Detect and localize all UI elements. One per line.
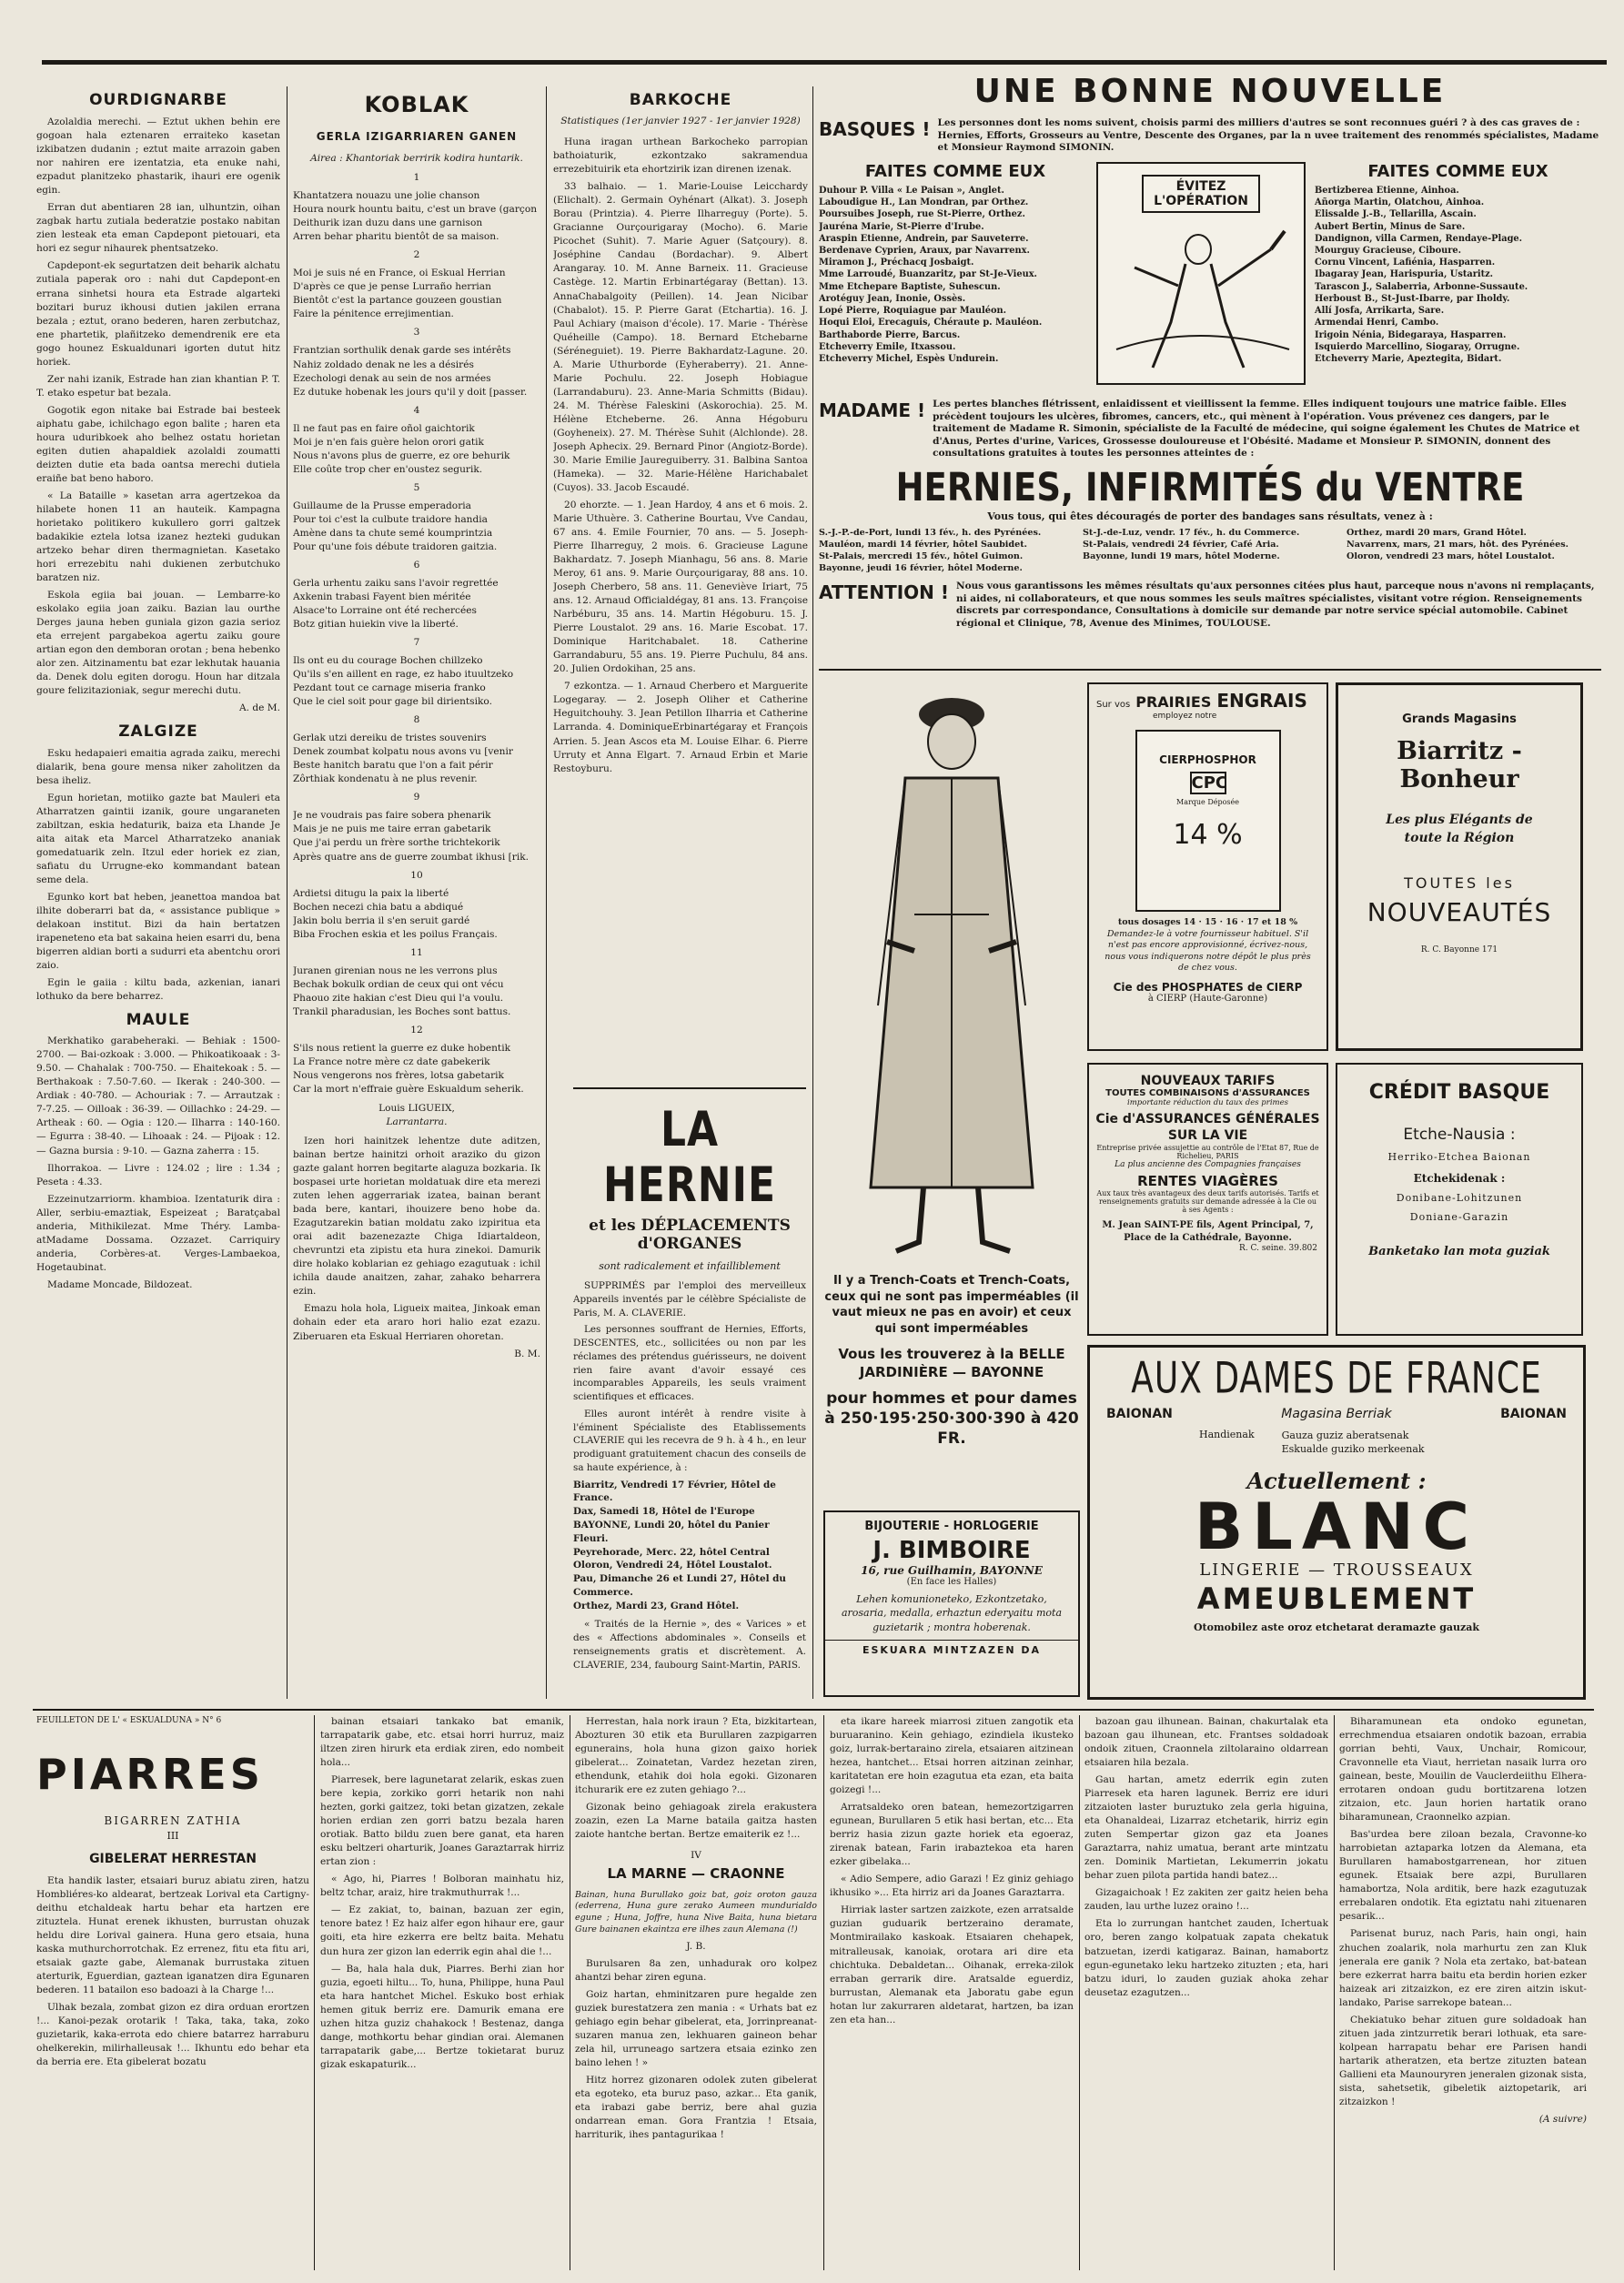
biarritz-toutes: TOUTES les [1404, 874, 1515, 893]
ad-biarritz-bonheur [1336, 682, 1583, 1051]
feuilleton-col-3: Herrestan, hala nork iraun ? Eta, bizkitartean, Abozturen 30 etik eta Burullaren zazpigarren egunerains, hola huna gizon gaixo horiek gibelerat... Zoinatetan, Vardez hezetan ziren, ethendunk, etahik doi hola egoki. Gizonaren itchurarik ere ez zuten gehiago ?... Gizonak beino gehiagoak zirela erakustera zoazin, ezen La Marne bataila gaitza hasten zaiote hantche bertan. Bertze emaiterik ez !... IV LA MARNE — CRAONNE Bainan, huna Burullako goiz bat, goiz oroton gauza (ederrena, Huna gure zerako Aumeen mundurialdo egune ; Huna, Joffre, huna Nive Baita, huna bietara Gure bainanen ekaintza ere ilhes zaun Alemana (!) J. B. Burulsaren 8a zen, unhadurak oro kolpez ahantzi behar ziren eguna. Goiz hartan, ehminitzaren pure hegalde zen guziek burestatzera zen mania : « Urhats bat ez gehiago egin behar gibelerat, eta, Jorrinpreanat-suzaren manua zen, lekhuaren gaineon behar zela hil, urruneago sartzera etsaia ezinko zen baino lehen ! » Hitz horrez gizonaren odolek zuten gibelerat eta egoteko, eta buruz paso, azkar... Eta ganik, eta irabazi gabe berriz, bere ahal guzia ondarrean eman. Gora Frantzia ! Etsaia, harriturik, ihes pantagurikaa ! [575, 1715, 817, 2270]
hernie-sub1: et les DÉPLACEMENTS [589, 1217, 791, 1235]
bonne-madame: MADAME ! [819, 399, 926, 421]
col-rule-2 [546, 86, 547, 1699]
assur-l2: TOUTES COMBINAISONS d'ASSURANCES [1105, 1088, 1310, 1098]
bijou-name: J. BIMBOIRE [873, 1537, 1031, 1564]
barkoche-p1: Huna iragan urthean Barkocheko parropian bathoiaturik, ezkontzako sakramendua errezebituirik eta ehortzirik izan direnen izenak. [553, 136, 808, 176]
ad-trench-coats [823, 678, 1080, 1642]
bonne-names-left: Duhour P. Villa « Le Paisan », Anglet. Laboudigue H., Lan Mondran, par Orthez. Poursuibes Joseph, rue St-Pierre, Orthez. Jauréna Marie, St-Pierre d'Irube. Araspin Etienne, Andrein, par Sauveterre. Berdenave Cyprien, Araux, par Navarrenx. Miramon J., Préchacq Josbaigt. Mme Larroudé, Buanzaritz, par St-Je-Vieux. Mme Etchepare Baptiste, Suhescun. Arotéguy Jean, Inonie, Ossès. Lopé Pierre, Roquiague par Mauléon. Hoqui Eloi, Erecaguis, Chéraute p. Mauléon. Barthaborde Pierre, Barcus. Etcheverry Emile, Itxassou. Etcheverry Michel, Espès Undurein. [819, 185, 1043, 364]
feuilleton-marne-text: Bainan, huna Burullako goiz bat, goiz oroton gauza (ederrena, Huna gure zerako Aumeen mundurialdo egune ; Huna, Joffre, huna Nive Baita, huna bietara Gure bainanen ekaintza ere ilhes zaun Alemana (!) [575, 1889, 817, 1935]
dames-ameub: AMEUBLEMENT [1196, 1581, 1477, 1617]
koblak-verse-12: S'ils nous retient la guerre ez duke hobentik La France notre mère cz date gabekerik Nous vengerons nos frères, lotsa gabetarik Car la mort n'effraie guère Eskualdum seherik. [293, 1042, 524, 1095]
koblak-verse-5: Guillaume de la Prusse emperadoria Pour toi c'est la culbute traidore handia Amène dans ta chute semé koumprintzia Pour qu'une fois débute traidoren gaitzia. [293, 500, 498, 552]
feuilleton-c18: Biharamunean eta ondoko egunetan, errechmendua etsaiaren ondotik bazoan, errabia gorrian behti, Vaux, Unchair, Romicour, Cravonnelle eta Viaut, herrietan nasaik lurra oro gainean, beste, Mouilin de Vauclerdeiithu Elhera-errotaren ondoan gudu bortitzarena lotzen zitzaion, etc. Jaun horien hartatik orano biharamunean, Craonnelko azpian. [1339, 1716, 1587, 1823]
feuilleton-col-4 [830, 1715, 1074, 2270]
credit-foot: Banketako lan mota guziak [1368, 1245, 1550, 1258]
zalgize-title: ZALGIZE [118, 722, 198, 742]
ad-bonne-nouvelle [819, 73, 1601, 664]
bonne-attention-text: Nous vous garantissons les mêmes résultats qu'aux personnes citées plus haut, parceque nous n'avons ni remplaçants, ni aides, ni collaborateurs, et que nous sommes les seuls maîtres spécialistes, visitant votre région. Renseignements discrets par correspondance, Consultations à domicile sur demande par notre service spécial automobile. Cabinet régional et Clinique, 78, Avenue des Minimes, TOULOUSE. [955, 580, 1595, 629]
ourdignarbe-p2: Erran dut abentiaren 28 ian, ulhuntzin, oihan zagbak hartu zutiala bederatzie postako nabitan zien lesteak eta eman Capdepont pietouari, eta hori ez segur nihaurek phentsatzeko. [36, 202, 280, 255]
assur-l5: Entreprise privée assujettie au contrôle de l'Etat 87, Rue de Richelieu, PARIS [1096, 1144, 1319, 1161]
surgeon-figure-icon [1098, 213, 1304, 377]
dames-magasina: Magasina Berriak [1281, 1407, 1392, 1421]
barkoche-weddings: 7 ezkontza. — 1. Arnaud Cherbero et Marguerite Logegaray. — 2. Joseph Oliher et Catherine Heguitchouhy. 3. Jean Petillon Ilharria et Catherine Larranda. 4. DominiqueErbinartégaray et François Arrien. 5. Jean Ascos eta M. Louise Elhar. 6. Pierre Urruty et Anna Elgart. 7. Arnaud Erbin et Marie Restoyburu. [553, 681, 808, 774]
col-rule-3 [812, 86, 813, 1699]
hernie-p1: SUPPRIMÉS par l'emploi des merveilleux Appareils inventés par le célèbre Spécialiste de Paris, M. A. CLAVERIE. [573, 1280, 806, 1318]
engrais-pct: 14 % [1173, 819, 1243, 851]
ad-bijouterie [823, 1510, 1080, 1697]
feuilleton-chapter: GIBELERAT HERRESTAN [89, 1851, 257, 1866]
ourdignarbe-p5: Gogotik egon nitake bai Estrade bai besteek aiphatu gabe, ichilchago egon balite ; haren eta houra uduribkoek aho belhez ostatu horietan egiten dutien ahapaldiek azolaldi zoumatti deizten dutie eta bada oantsa merechi dutiela eraiñe bat beno haboro. [36, 404, 280, 484]
hernie-p4: « Traités de la Hernie », des « Varices » et des « Affections abdominales ». Conseils et renseignements gratis et discrètement. A. CLAVERIE, 234, faubourg Saint-Martin, PARIS. [573, 1619, 806, 1671]
engrais-prairies: PRAIRIES [1135, 693, 1212, 711]
zalgize-p3: Egunko kort bat heben, jeanettoa mandoa bat ilhite doberarri bat da, « assistance publique » delakoan institut. Bizi da hain bertatzen irapeneteno eta bat sakaina heien esarri du, bena bigerren aldian borti a sudurri eta abentchu orori zaio. [36, 891, 280, 972]
feuilleton-c1: Eta handik laster, etsaiari buruz abiatu ziren, hatzu Hombliéres-ko aldearat, bertzeak Lorival eta Cartigny-deithu etchaldeak hartu behar eta hartzen ere zituztela. Hunat erenek ikhusten, burrustan ohuzak heldu dire Lorival gainera. Huna gero etsaia, huna kaska muthurchorrotchak. Ez errenez, fitu eta fitu ari, etsaiak gazte gabe, Alemanak burrustaka zituen aterturik, Eguerdian, gaztean iganatzen dira Egunaren bederen. 11 batailon eso badoazi à la Charge !... [36, 1874, 309, 1995]
hernie-tag: sont radicalement et infailliblement [599, 1260, 781, 1272]
ourdignarbe-sign: A. de M. [238, 702, 280, 714]
koblak-verse-6: Gerla urhentu zaiku sans l'avoir regrettée Axkenin trabasi Fayent bien méritée Alsace'to Lorraine ont été rechercées Botz gitian huiekin vive la liberté. [293, 577, 499, 631]
barkoche-deaths: 20 ehorzte. — 1. Jean Hardoy, 4 ans et 6 mois. 2. Marie Uthuère. 3. Catherine Bourtau, Vve Candau, 67 ans. 4. Emile Fournier, 70 ans. — 5. Joseph-Pierre Ilharreguy, 2 mois. 6. Gracieuse Lagune Bakhardatz. 7. Joseph Mianhagu, 56 ans. 8. Marie Meroy, 61 ans. 9. Marie Ourçourigaray, 88 ans. 10. Joseph Cherbero, 58 ans. 11. Geneviève Iriart, 75 ans. 12. Arnaud Officialdégay, 81 ans. 13. Françoise Narbéburu, 35 ans. 14. Martin Hégoburu. 15. J. Pierre Loustalot. 29 ans. 16. Marie Escobat. 17. Dominique Haritchabalet. 18. Catherine Garrandaburu, 55 ans. 19. Pierre Puchulu, 84 ans. 20. Julien Ordokihan, 25 ans. [553, 499, 808, 675]
feuilleton-c21: Chekiatuko behar zituen gure soldadoak han zituen jada zintzurretik berari lothuak, eta sare-kolpean harrapatu behar ere Parisen handi hartarik atheratzen, eta bertze zituzten batean Gallieni eta Maunouryren jeneralen gizonak sista, sista, sahetsetik, gibeletik aiztopetarik, ari zitzaizkon ! [1339, 2014, 1587, 2107]
credit-l1: Herriko-Etchea Baionan [1387, 1151, 1531, 1163]
ad-assurances [1087, 1063, 1328, 1336]
bijou-face: (En face les Halles) [906, 1577, 997, 1587]
feuilleton-c9: Gizonak beino gehiagoak zirela erakustera zoazin, ezen La Marne bataila gaitza hasten zaiote hantche bertan. Bertze emaiterik ez !... [575, 1802, 817, 1841]
zalgize-p2: Egun horietan, motiiko gazte bat Mauleri eta Atharratzen gaintii izanik, goure ungaraneten zabiltzan, eskia hedaturik, baiza eta Lhande Je aita aitak eta Marcel Atharratzeko ananiak gomedatuarik zeln. Itzul eder horiek ez zian, safiatu du Urrugne-eko kommandant batean seme dela. [36, 792, 280, 885]
ourdignarbe-p7: Eskola egiia bai jouan. — Lembarre-ko eskolako egiia joan zaiku. Bazian lau ourthe Derges jauna heben guniala gizon gazia serioz eta errejent pargabekoa agertu zaiku goure artian egon den demboran orotan ; bena hebenko alor zen. Aitzinamentu bat ezar lekhutak hauania da. Denek dolu egiten dorogu. Houn har ditzala goure felizitazioniak, segur merechi dutu. [36, 590, 280, 697]
ourdignarbe-p3: Capdepont-ek segurtatzen deit beharik alchatu zutiala paperak oro : nahi dut Capdepont-en errana sinhetsi houra eta Estrade algarteki bozitari buruz ikhousi dutien jakilen errana bezala ; eztut, orano bederen, haren zerbutchaz, ene phartetik, plañitzeko demendrenik ere eta gogo hounez Eskualdunari igorten dutut hitz horiek. [36, 260, 280, 368]
bonne-vous-tous: Vous tous, qui êtes découragés de porter des bandages sans résultats, venez à : [987, 510, 1433, 523]
feuilleton-c14: bazoan gau ilhunean. Bainan, chakurtalak eta bazoan gau ilhunean, etc. Frantses soldadoak ondoik zituen, Craonnela ziltolaraino oldarrean etsaiaren hila bezala. [1084, 1716, 1328, 1769]
koblak-verse-8: Gerlak utzi dereiku de tristes souvenirs Denek zoumbat kolpatu nous avons vu [venir Beste hanitch baratu que l'on a fait périr Zôrthiak kondenatu à ne plus revenir. [293, 732, 513, 785]
bonne-names-right: Bertizberea Etienne, Ainhoa. Añorga Martin, Olatchou, Ainhoa. Elissalde J.-B., Tellarilla, Ascain. Aubert Bertin, Minus de Sare. Dandignon, villa Carmen, Rendaye-Plage. Mourguy Gracieuse, Ciboure. Cornu Vincent, Lafiénia, Hasparren. Ibagaray Jean, Harispuria, Ustaritz. Tarascon J., Salaberria, Arbonne-Sussaute. Herboust B., St-Just-Ibarre, par Iholdy. Allí Josfa, Arrikarta, Sare. Armendai Henri, Cambo. Irigoin Nénia, Bidegaraya, Hasparren. Isquierdo Marcellino, Siogaray, Orrugne. Etcheverry Marie, Apeztegita, Bidart. [1315, 185, 1528, 364]
koblak-subtitle: GERLA IZIGARRIAREN GANEN [316, 130, 518, 144]
column-ourdignarbe [36, 89, 280, 1700]
ad-aux-dames-de-france [1087, 1345, 1586, 1700]
feuilleton-c15: Gau hartan, ametz ederrik egin zuten Piarresek eta haren lagunek. Berriz ere iduri zitzaioten laster buruztuko zela gerla higuina, eta Ohanaldeai, Lizarraz etchetarik, hirriz egin zuten Sempertar gizon gaz eta Joanes Garaztarra, nahiz umatua, berant arte mintzatu zen. Dominik Martietan, Lekumerrin jokatu behar zuen pilota partida handi batez... [1084, 1774, 1328, 1882]
biarritz-nouv: NOUVEAUTÉS [1367, 897, 1552, 928]
biarritz-name: Biarritz - Bonheur [1397, 737, 1522, 793]
bonne-illustration [1096, 162, 1306, 385]
dames-lingerie: LINGERIE — TROUSSEAUX [1199, 1561, 1474, 1581]
koblak-verse-3: Frantzian sorthulik denak garde ses intérêts Nahiz zoldado denak ne les a désirés Ezechologi denak au sein de nos armées Ez dutuke hobenak les jours qu'il y doit [passer. [293, 345, 528, 398]
biarritz-gm: Grands Magasins [1402, 712, 1517, 726]
feuilleton-rule-1 [314, 1715, 315, 2270]
feuilleton-c11: Arratsaldeko oren batean, hemezortzigarren egunean, Burullaren 5 etik hasi bertan, etc... Eta berriz hasia zizun gazte horiek eta egoeraz, zirenak batean, Farin irabaztekoa eta haren ezker gibelaka... [830, 1802, 1074, 1868]
ad-la-hernie [573, 1087, 806, 1697]
ourdignarbe-p6: « La Bataille » kasetan arra agertzekoa da hilabete honen 11 an hauteik. Kampagna horietako politikero kukullero gorri galtzek badakikie eztela lotsa izanez hezteki gudukan artzeko behar diren thermagnietan. Kasetako hori errezebitu nahi dukienen zerbutchuko baratzen niz. [36, 490, 280, 584]
engrais-dosages: tous dosages 14 · 15 · 16 · 17 et 18 % [1117, 917, 1298, 927]
bonne-intro: Les personnes dont les noms suivent, choisis parmi des milliers d'autres se sont reconnues guéri ? à des cas graves de : Hernies, Efforts, Grosseurs au Ventre, Descente des Organes, par la n uvee traitement des renommés spécialistes, Madame et Monsieur Raymond SIMONIN. [937, 117, 1599, 154]
feuilleton-c2: Ulhak bezala, zombat gizon ez dira orduan erortzen !... Kanoi-pezak orotarik ! Taka, taka, taka, zoko guzietarik, kaka-errota edo chiere batarrez harraburu ohelkerekin, milirhalleusak !... Ikhuntu edo behar eta da berria ere. Eta gibelerat bozatu [36, 2001, 309, 2067]
bonne-madame-text: Les pertes blanches flétrissent, enlaidissent et vieillissent la femme. Elles indiquent toujours une matrice faible. Elles précèdent toujours les ulcères, fibromes, cancers, etc., qui mènent à l'opération. Vous prévenez ces dangers, par le traitement de Madame R. Simonin, spécialiste de la Faculté de médecine, qui soigne également les Chutes de Matrice et d'Anus, Pertes d'urine, Varices, Grossesse douloureuse et l'Obésité. Madame et Monsieur P. SIMONIN, donnent des consultations gratuites à toutes les personnes atteintes de : [933, 398, 1580, 460]
maule-p2: Ezzeinutzarriorm. khambioa. Izentaturik dira : Aller, serbiu-emaztiak, Espeizeat ; Baratçabal anderia, Mithikilezat. Mme Théry. Lamba-atMadame Dossama. Ozzazet. Carriquiry anderia, Corbères-at. Verges-Lambaekoa, Hogetaubinat. [36, 1193, 280, 1273]
dames-actuel: Actuellement : [1246, 1467, 1427, 1494]
maule-title: MAULE [126, 1011, 191, 1030]
feuilleton-col-6 [1339, 1715, 1587, 2270]
bonne-bottom-rule [819, 669, 1601, 671]
koblak-prose2: Emazu hola hola, Ligueix maitea, Jinkoak eman dohain eder eta araro hori halio ezat ezazu. Ziberuaren eta Eskual Herriaren ohoretan. [293, 1303, 540, 1342]
engrais-bag: CIERPHOSPHOR [1159, 753, 1256, 766]
dames-title: AUX DAMES DE FRANCE [1131, 1354, 1542, 1404]
maule-p3: Madame Moncade, Bildozeat. [47, 1278, 193, 1290]
dames-blanc: BLANC [1194, 1489, 1479, 1564]
engrais-sur-vos: Sur vos [1096, 700, 1131, 710]
column-koblak: KOBLAK GERLA IZIGARRIAREN GANEN Airea : Khantoriak berririk kodira huntarik. 1 Khantatzera nouazu une jolie chanson Houra nourk hountu baitu, c'est un brave (garçon Deithurik izan duzu dans une garnison Arren behar pharitu bientôt de sa maison. 2 Moi je suis né en France, oi Eskual Herrian D'après ce que je pense Lurraño herrian Bientôt c'est la partance gouzeen goustian Faire la pénitence errejimentian. 3 Frantzian sorthulik denak garde ses intérêts Nahiz zoldado denak ne les a désirés Ezechologi denak au sein de nos armées Ez dutuke hobenak les jours qu'il y doit [passer. 4 Il ne faut pas en faire oñol gaichtorik Moi je n'en fais guère helon orori gatik Nous n'avons plus de guerre, ez ore behurik Elle coûte trop cher en'oustez segurik. 5 Guillaume de la Prusse emperadoria Pour toi c'est la culbute traidore handia Amène dans ta chute semé koumprintzia Pour qu'une fois débute traidoren gaitzia. 6 Gerla urhentu zaiku sans l'avoir regrettée Axkenin trabasi Fayent bien méritée Alsace'to Lorraine ont été rechercées Botz gitian huiekin vive la liberté. 7 Ils ont eu du courage Bochen chillzeko Qu'ils s'en aillent en rage, ez habo ituultzeko Pezdant tout ce carnage miseria franko Que le ciel soit pour gage bil dirientsiko. 8 Gerlak utzi dereiku de tristes souvenirs Denek zoumbat kolpatu nous avons vu [venir Beste hanitch baratu que l'on a fait périr Zôrthiak kondenatu à ne plus revenir. 9 Je ne voudrais pas faire sobera phenarik Mais je ne puis me taire erran gabetarik Que j'ai perdu un frère sorthe trichtekorik Après quatre ans de guerre zoumbat ikhusi [rik. 10 Ardietsi ditugu la paix la liberté Bochen necezi chia batu a abdiqué Jakin bolu berria il s'en seruit gardé Biba Frochen eskia et les poilus Français. 11 Juranen girenian nous ne les verrons plus Bechak bokulk ordian de ceux qui ont vécu Phaouo zite hakian c'est Dieu qui l'a voulu. Trankil pharadusian, les Boches sont battus. 12 S'ils nous retient la guerre ez duke hobentik La France notre mère cz date gabekerik Nous vengerons nos frères, lotsa gabetarik Car la mort n'effraie guère Eskualdum seherik. Louis LIGUEIX, Larrantarra. Izen hori hainitzek lehentze dute aditzen, bainan bertze hainitzi orhoit araziko du gizon gazte galant horren begitarte alaguza bozkaria. Ik bospasei urte horietan moldatuak dire eta merezi zuten lehen aggerrariak izatea, bainan berant bada bere, kantari, ihouizere beno hobe da. Ezagutzarekin batian moldatu zako izpiritua eta orai adit bazenezazte Chiga Idiartaldeon, chevruntzi eta zipistu eta hura zinekoi. Damurik dire holako koblarian ez gehiago ezagutuak : ichil ichila daude anaitzen, zahar, zahako beharrera ezin. Emazu hola hola, Ligueix maitea, Jinkoak eman dohain eder eta araro hori halio ezat ezazu. Ziberuaren eta Eskual Herriaren ohoretan. B. M. [293, 89, 540, 1700]
feuilleton-part: BIGARREN ZATHIA [104, 1814, 242, 1828]
feuilleton-c13: Hirriak laster sartzen zaizkote, ezen arratsalde guzian guduarik bertzeraino deramate, Montmirailako kaskoak. Etsaiaren chehapek, mitralleusak, kanoiak, orotara ari dire eta chichtuka. Debaldetan... Oihanak, erreka-zilok erraban gerrarik dire. Aratsalde eguerdiz, burrustan, Alemanak eta Jaboratu gabe egun hotan lur zakurraren aldetarat, hartzen, ba izan zen eta han... [830, 1904, 1074, 2025]
bijou-addr: 16, rue Guilhamin, BAYONNE [861, 1564, 1043, 1577]
assur-l7: RENTES VIAGÈRES [1137, 1173, 1278, 1190]
koblak-prose: Izen hori hainitzek lehentze dute aditzen, bainan bertze hainitzi orhoit araziko du gizon gazte galant horren begitarte alaguza bozkaria. Ik bospasei urte horietan moldatuak dire eta merezi zuten lehen aggerrariak izatea, bainan berant bada bere, kantari, ihouizere beno hobe da. Ezagutzarekin batian moldatu zako izpiritua eta orai adit bazenezazte Chiga Idiartaldeon, chevruntzi eta zipistu eta hura zinekoi. Damurik dire holako koblarian ez gehiago ezagutuak : ichil ichila daude anaitzen, zahar, zahako beharrera ezin. [293, 1136, 540, 1298]
dames-baionan-right: BAIONAN [1500, 1407, 1567, 1421]
koblak-sign: Louis LIGUEIX, [378, 1103, 455, 1115]
koblak-verse-9: Je ne voudrais pas faire sobera phenarik Mais je ne puis me taire erran gabetarik Que j'ai perdu un frère sorthe trichtekorik Après quatre ans de guerre zoumbat ikhusi [rik. [293, 810, 530, 863]
feuilleton-label: FEUILLETON DE L' « ESKUALDUNA » N° 6 [36, 1716, 222, 1725]
feuilleton-title: PIARRES [36, 1749, 264, 1799]
bonne-hernies: HERNIES, INFIRMITÉS du VENTRE [895, 464, 1525, 510]
hernie-p3: Elles auront intérêt à rendre visite à l'éminent Spécialiste des Etablissements CLAVERIE qui les recevra de 9 h. à 4 h., en leur prodiguant gratuitement chacun des conseils de sa haute expérience, à : [573, 1408, 806, 1473]
feuilleton-c23: Goiz hartan, ehminitzaren pure hegalde zen guziek burestatzera zen mania : « Urhats bat ez gehiago egin behar gibelerat, eta, Jorrinpreanat-suzaren manua zen, lekhuaren gaineon behar zela hil, urruneago sartzera etsaia ezinko zen baino lehen ! » [575, 1988, 817, 2069]
bijou-text: Lehen komunioneteko, Ezkontzetako, arosaria, medalla, erhaztun ederyaitu mota guzietarik ; montra hoberenak. [841, 1593, 1063, 1633]
column-barkoche [553, 89, 808, 1086]
biarritz-tag: Les plus Elégants de toute la Région [1386, 813, 1533, 845]
fertilizer-bag-icon: CIERPHOSPHOR CPC Marque Déposée 14 % [1135, 730, 1281, 912]
hernie-title: LA HERNIE [602, 1101, 776, 1214]
ourdignarbe-p4: Zer nahi izanik, Estrade han zian khantian P. T. T. etako espetur bat bezala. [36, 373, 280, 399]
feuilleton-rule [33, 1709, 1594, 1711]
bonne-attention: ATTENTION ! [819, 581, 949, 603]
feuilleton-col-1 [36, 1715, 309, 2270]
feuilleton-marne-sign: J. B. [686, 1940, 706, 1952]
credit-title: CRÉDIT BASQUE [1368, 1081, 1550, 1104]
koblak-title: KOBLAK [364, 92, 469, 117]
assur-l3: importante réduction du taux des primes [1127, 1098, 1288, 1107]
trench-where: Vous les trouverez à la BELLE JARDINIÈRE — BAYONNE [838, 1346, 1065, 1380]
engrais-engrais: ENGRAIS [1216, 690, 1307, 712]
feuilleton-c12: « Adio Sempere, adio Garazi ! Ez giniz gehiago ikhusiko »... Eta hirriz ari da Joanes Garaztarra. [830, 1874, 1074, 1899]
engrais-where: à CIERP (Haute-Garonne) [1147, 994, 1268, 1005]
bijou-footer: ESKUARA MINTZAZEN DA [825, 1640, 1078, 1656]
feuilleton-roman: III [166, 1830, 179, 1843]
koblak-verse-10: Ardietsi ditugu la paix la liberté Bochen necezi chia batu a abdiqué Jakin bolu berria il s'en seruit gardé Biba Frochen eskia et les poilus Français. [293, 887, 498, 940]
bijou-line1: BIJOUTERIE - HORLOGERIE [864, 1520, 1039, 1533]
feuilleton-marne-title: LA MARNE — CRAONNE [607, 1865, 785, 1883]
assur-l4: Cie d'ASSURANCES GÉNÉRALES SUR LA VIE [1095, 1112, 1320, 1144]
feuilleton-rule-5 [1334, 1715, 1335, 2270]
bonne-dates-1: S.-J.-P.-de-Port, lundi 13 fév., h. des Pyrénées. Mauléon, mardi 14 février, hôtel Saubidet. St-Palais, mercredi 15 fév., hôtel Guimon. Bayonne, jeudi 16 février, hôtel Moderne. [819, 528, 1042, 573]
barkoche-title: BARKOCHE [629, 91, 732, 109]
barkoche-stats: Statistiques (1er janvier 1927 - 1er janvier 1928) [560, 116, 801, 127]
feuilleton-c4: Piarresek, bere lagunetarat zelarik, eskas zuen bere kepia, zorkiko gorri hetarik non nahi hezten, gorki gaitzez, toki betan gizatzen, zekale horien erdian zen gorri batzu bezala haren orotiak. Batto bildu zuen bere ganat, eta haren esku beltzeri oharturik, Joanes Garaztarrak hirriz ertan zion : [320, 1774, 564, 1868]
maule-prices: Merkhatiko garabeheraki. — Behiak : 1500-2700. — Bai-ozkoak : 3.000. — Phikoatikoaak : 3-9.50. — Chahalak : 700-750. — Ehaitekoak : 5. — Berthakoak : 7.50-7.60. — Ikerak : 240-300. — Ardiak : 40-780. — Achouriak : 7. — Arrautzak : 7-7.25. — Oilloak : 36-39. — Oillachko : 24-29. — Artheak : 60. — Ogia : 120.— Ilharra : 140-160. — Egurra : 38-40. — Lihoaak : 24. — Pijoak : 12. — Gazna bursia : 9-10. — Gazna zaherra : 15. [36, 1035, 280, 1157]
zalgize-p4: Egin le gaiia : kiltu bada, azkenian, ianari lothuko da bere beharrez. [36, 977, 280, 1003]
koblak-bm: B. M. [514, 1348, 540, 1359]
engrais-employez: employez notre [1153, 712, 1217, 721]
dames-oto: Otomobilez aste oroz etchetarat deramazte gauzak [1193, 1621, 1480, 1634]
ourdignarbe-title: OURDIGNARBE [89, 91, 227, 109]
feuilleton-c8: Herrestan, hala nork iraun ? Eta, bizkitartean, Abozturen 30 etik eta Burullaren zazpigarren egunerains, hola huna gizon gaixo horiek gibelerat... Zoinatetan, Vardez hezetan ziren, ethendunk, etahik doi hola egoki. Gizonaren itchurarik ere ez zuten gehiago ?... [575, 1716, 817, 1796]
bonne-dates-3: Orthez, mardi 20 mars, Grand Hôtel. Navarrenx, mars, 21 mars, hôt. des Pyrénées. Oloron, vendredi 23 mars, hôtel Loustalot. [1347, 528, 1569, 561]
trench-prices: pour hommes et pour dames à 250·195·250·300·390 à 420 FR. [824, 1389, 1079, 1449]
feuilleton-c3: bainan etsaiari tankako bat emanik, tarrapatarik gabe, etc. etsai horri hurruz, maiz iltzen ziren hirurk eta erdiak ziren, edo nombeit hola... [320, 1716, 564, 1769]
feuilleton-rule-3 [823, 1715, 824, 2270]
feuilleton-c17: Eta lo zurrungan hantchet zauden, Ichertuak oro, beren zango kolpatuak zapata chekatuk batzuetan, izerdi katigaraz. Bainan, hamabortz egun-egunetako leku hartzeko zituzten ; eta, hari batzu iduri, lo zauden guziak ahoka zehar deusetaz ezagutzen... [1084, 1918, 1328, 1998]
engrais-cie: Cie des PHOSPHATES de CIERP [1113, 981, 1303, 995]
feuilleton-c20: Parisenat buruz, nach Paris, hain ongi, hain zhuchen zoalarik, nola marhurtu zen zan Kluk jenerala ere ganik ? Nola eta zertako, bat-batean bere ezkerrat harra baitu eta berdin horien ezker haizeak ari zitzaizkon, ez ere ziren aitzin iskut-landako, Parise sarrekope batean... [1339, 1928, 1587, 2008]
trench-text: Il y a Trench-Coats et Trench-Coats, ceux qui ne sont pas imperméables (il vaut mieux ne pas en avoir) et ceux qui sont imperméables [824, 1274, 1079, 1336]
engrais-mark: Marque Déposée [1176, 798, 1239, 806]
ad-engrais [1087, 682, 1328, 1051]
assur-l8: Aux taux très avantageux des deux tarifs autorisés. Tarifs et renseignements gratuits sur demande adressée à la Cie ou à ses Agents : [1096, 1189, 1319, 1215]
feuilleton-suite: (A suivre) [1538, 2113, 1587, 2125]
koblak-air: Airea : Khantoriak berririk kodira huntarik. [310, 153, 523, 165]
hernie-p2: Les personnes souffrant de Hernies, Efforts, DESCENTES, etc., sollicitées ou non par les réclames des prétendus guérisseurs, ne doivent rien faire avant d'avoir essayé ces incomparables Appareils, les seuls vraiment scientifiques et efficaces. [573, 1324, 806, 1403]
ad-credit-basque [1336, 1063, 1583, 1336]
assur-l6: La plus ancienne des Compagnies françaises [1115, 1160, 1301, 1170]
koblak-verse-11: Juranen girenian nous ne les verrons plus Bechak bokulk ordian de ceux qui ont vécu Phaouo zite hakian c'est Dieu qui l'a voulu. Trankil pharadusian, les Boches sont battus. [293, 965, 511, 1017]
feuilleton-c22: Burulsaren 8a zen, unhadurak oro kolpez ahantzi behar ziren eguna. [575, 1957, 817, 1983]
bonne-faites-right: FAITES COMME EUX [1367, 161, 1548, 181]
feuilleton-c24: Hitz horrez gizonaren odolek zuten gibelerat eta egoteko, eta buruz paso, azkar... Eta ganik, eta irabazi gabe berriz, bere ahal guzia ondarrean eman. Gora Frantzia ! Etsaia, harriturik, ihes pantagurikaa ! [575, 2075, 817, 2141]
top-rule [42, 60, 1607, 65]
dames-gauza: Gauza guziz aberatsenak [1281, 1429, 1409, 1441]
koblak-place: Larrantarra. [386, 1116, 448, 1128]
credit-l3: Donibane-Lohitzunen [1396, 1192, 1523, 1204]
feuilleton-c6: — Ez zakiat, to, bainan, bazuan zer egin, tenore batez ! Ez haiz alfer egon hihaur ere, gaur goiti, eta hire ezkerra ere beltz baita. Mehatu dun hura zer gizon lan ederrik egin ahal die !... [320, 1904, 564, 1957]
ourdignarbe-p1: Azolaldia merechi. — Eztut ukhen behin ere gogoan hala eztenaren erraiteko kasetan izkibatzen dudanin ; eztut maite arrazoin gaben nor nahiren ere izentatzia, eta enuke nahi, ezpadut planitzeko phastarik, ihauri ere ogenik egin. [36, 116, 280, 197]
feuilleton-c19: Bas'urdea bere ziloan bezala, Cravonne-ko harrobietan aztaparka lotzen da Alemana, eta Burullaren hamabostgarrenean, hor zituen egunek. Etsaiak bere azpi, Burullaren hamabortza, Nola arditik, bere hazk ezagutuzak errebalaren ondotik. Eta egiztatu nahi zituenaren pesarik... [1339, 1829, 1587, 1923]
bonne-faites-left: FAITES COMME EUX [864, 161, 1046, 181]
barkoche-baptisms: 33 balhaio. — 1. Marie-Louise Leicchardy (Elichalt). 2. Germain Oyhénart (Alkat). 3. Joseph Borau (Printzia). 4. Pierre Ilharreguy (Porte). 5. Gracianne Ourçourigaray (Mocho). 6. Marie Picochet (Suhit). 7. Marie Aguer (Satçoury). 8. Joséphine Candau (Bordachar). 9. Albert Arangaray. 10. M. Anne Barneix. 11. Gracieuse Castège. 12. Martin Erbinartégaray (Bettan). 13. AnnaChabalgoity (Peillen). 14. Jean Nicibar (Chabalot). 15. P. Pierre Garat (Etchartia). 16. J. Paul Achiary (maison d'école). 17. Marie - Thérèse Quéheille (Campo). 18. Bernard Etchebarne (Séréneguiet). 19. Pierre Bakhardatz-Lagune. 20. A. Marie Uthurborde (Eyheraberry). 21. Anne-Marie Pochulu. 22. Joseph Hobiague (Larrandaburu). 23. Anne-Maria Schmitts (Bidau). 24. M. Thérèse Faleskini (Askorochia). 25. M. Hélène Etcheberne. 26. Anna Hégoburu (Goyheneix). 27. M. Thérèse Suhit (Alchlonde). 28. Joseph Aphecix. 29. Bernard Pinor (Angiotz-Borde). 30. Marie Emilie Jaureguiberry. 31. Balbina Santoa (Hameka). — 32. Marie-Hélène Harichabalet (Cuyos). 33. Jacob Escaudé. [553, 181, 808, 493]
dames-handienak: Handienak [1199, 1429, 1255, 1440]
feuilleton-c5: « Ago, hi, Piarres ! Bolboran mainhatu hiz, beltz tchar, araiz, hire trakmuthurrak !... [320, 1874, 564, 1899]
assur-rc: R. C. seine. 39.802 [1239, 1244, 1317, 1254]
assur-l1: NOUVEAUX TARIFS [1140, 1074, 1276, 1088]
hernie-sub2: d'ORGANES [637, 1235, 742, 1253]
koblak-verse-4: Il ne faut pas en faire oñol gaichtorik Moi je n'en fais guère helon orori gatik Nous n'avons plus de guerre, ez ore behurik Elle coûte trop cher en'oustez segurik. [293, 422, 510, 475]
assur-agent: M. Jean SAINT-PE fils, Agent Principal, 7, Place de la Cathédrale, Bayonne. [1102, 1220, 1314, 1243]
bonne-basques: BASQUES ! [819, 118, 931, 140]
zalgize-p1: Esku hedapaieri emaitia agrada zaiku, merechi dialarik, bena goure mensa niker zaholitzen da besa iheliz. [36, 747, 280, 786]
koblak-verse-2: Moi je suis né en France, oi Eskual Herrian D'après ce que je pense Lurraño herrian Bientôt c'est la partance gouzeen goustian Faire la pénitence errejimentian. [293, 268, 506, 320]
maule-exchange: Ilhorrakoa. — Livre : 124.02 ; lire : 1.34 ; Peseta : 4.33. [36, 1162, 280, 1187]
biarritz-rc: R. C. Bayonne 171 [1420, 945, 1498, 955]
koblak-verse-7: Ils ont eu du courage Bochen chillzeko Qu'ils s'en aillent en rage, ez habo ituultzeko Pezdant tout ce carnage miseria franko Que le ciel soit pour gage bil dirientsiko. [293, 655, 514, 708]
feuilleton-c7: — Ba, hala hala duk, Piarres. Berhi zian hor guzia, egoeti hiltu... To, huna, Philippe, huna Paul eta hara hantchet Michel. Eskuko bost erhiak hemen gituk berriz ere. Damurik emana ere uzhen hitza guziz chahakock ! Bestenaz, danga dange, mothkortu behar gindian orai. Alemanen tarrapatarik gabe,... Bertze tokietarat buruz gizak eskapaturik... [320, 1963, 564, 2070]
credit-l2: Etchekidenak : [1413, 1172, 1506, 1185]
dames-baionan-left: BAIONAN [1106, 1407, 1173, 1421]
trench-coat-man-icon [823, 678, 1080, 1260]
engrais-demand: Demandez-le à votre fournisseur habituel. S'il n'est pas encore approvisionné, écrivez-nous, nous vous indiquerons notre dépôt le plus près de chez vous. [1105, 929, 1311, 974]
feuilleton-col-5 [1084, 1715, 1328, 2270]
credit-etche: Etche-Nausia : [1403, 1126, 1516, 1144]
dames-eskualde: Eskualde guziko merkeenak [1281, 1443, 1425, 1456]
feuilleton-rule-4 [1079, 1715, 1080, 2270]
hernie-towns: Biarritz, Vendredi 17 Février, Hôtel de France. Dax, Samedi 18, Hôtel de l'Europe BAYONNE, Lundi 20, hôtel du Panier Fleuri. Peyrehorade, Merc. 22, hôtel Central Oloron, Vendredi 24, Hôtel Loustalot. Pau, Dimanche 26 et Lundi 27, Hôtel du Commerce. Orthez, Mardi 23, Grand Hôtel. [573, 1479, 786, 1611]
feuilleton-col-2 [320, 1715, 564, 2270]
feuilleton-c16: Gizagaichoak ! Ez zakiten zer gaitz heien beha zauden, lau urthe luzez oraino !... [1084, 1887, 1328, 1913]
credit-l4: Doniane-Garazin [1409, 1211, 1509, 1223]
bonne-headline: UNE BONNE NOUVELLE [973, 73, 1447, 110]
koblak-verse-1: Khantatzera nouazu une jolie chanson Houra nourk hountu baitu, c'est un brave (garçon Deithurik izan duzu dans une garnison Arren behar pharitu bientôt de sa maison. [293, 190, 538, 243]
feuilleton-c10: eta ikare hareek miarrosi zituen zangotik eta buruaranino. Kein gehiago, ezindiela ikusteko goiz, lurrak-bertaraino zirela, etsaiaren aitzinean hezea, hantchet... Etsai horren aitzinan zeinhar, karitatetan ere hoin ezagutua eta ezan, eta baita goizegi !... [830, 1716, 1074, 1796]
bonne-dates-2: St-J.-de-Luz, vendr. 17 fév., h. du Commerce. St-Palais, vendredi 24 février, Café Aria. Bayonne, lundi 19 mars, hôtel Moderne. [1083, 528, 1300, 561]
bonne-evitez: ÉVITEZ L'OPÉRATION [1142, 175, 1260, 213]
